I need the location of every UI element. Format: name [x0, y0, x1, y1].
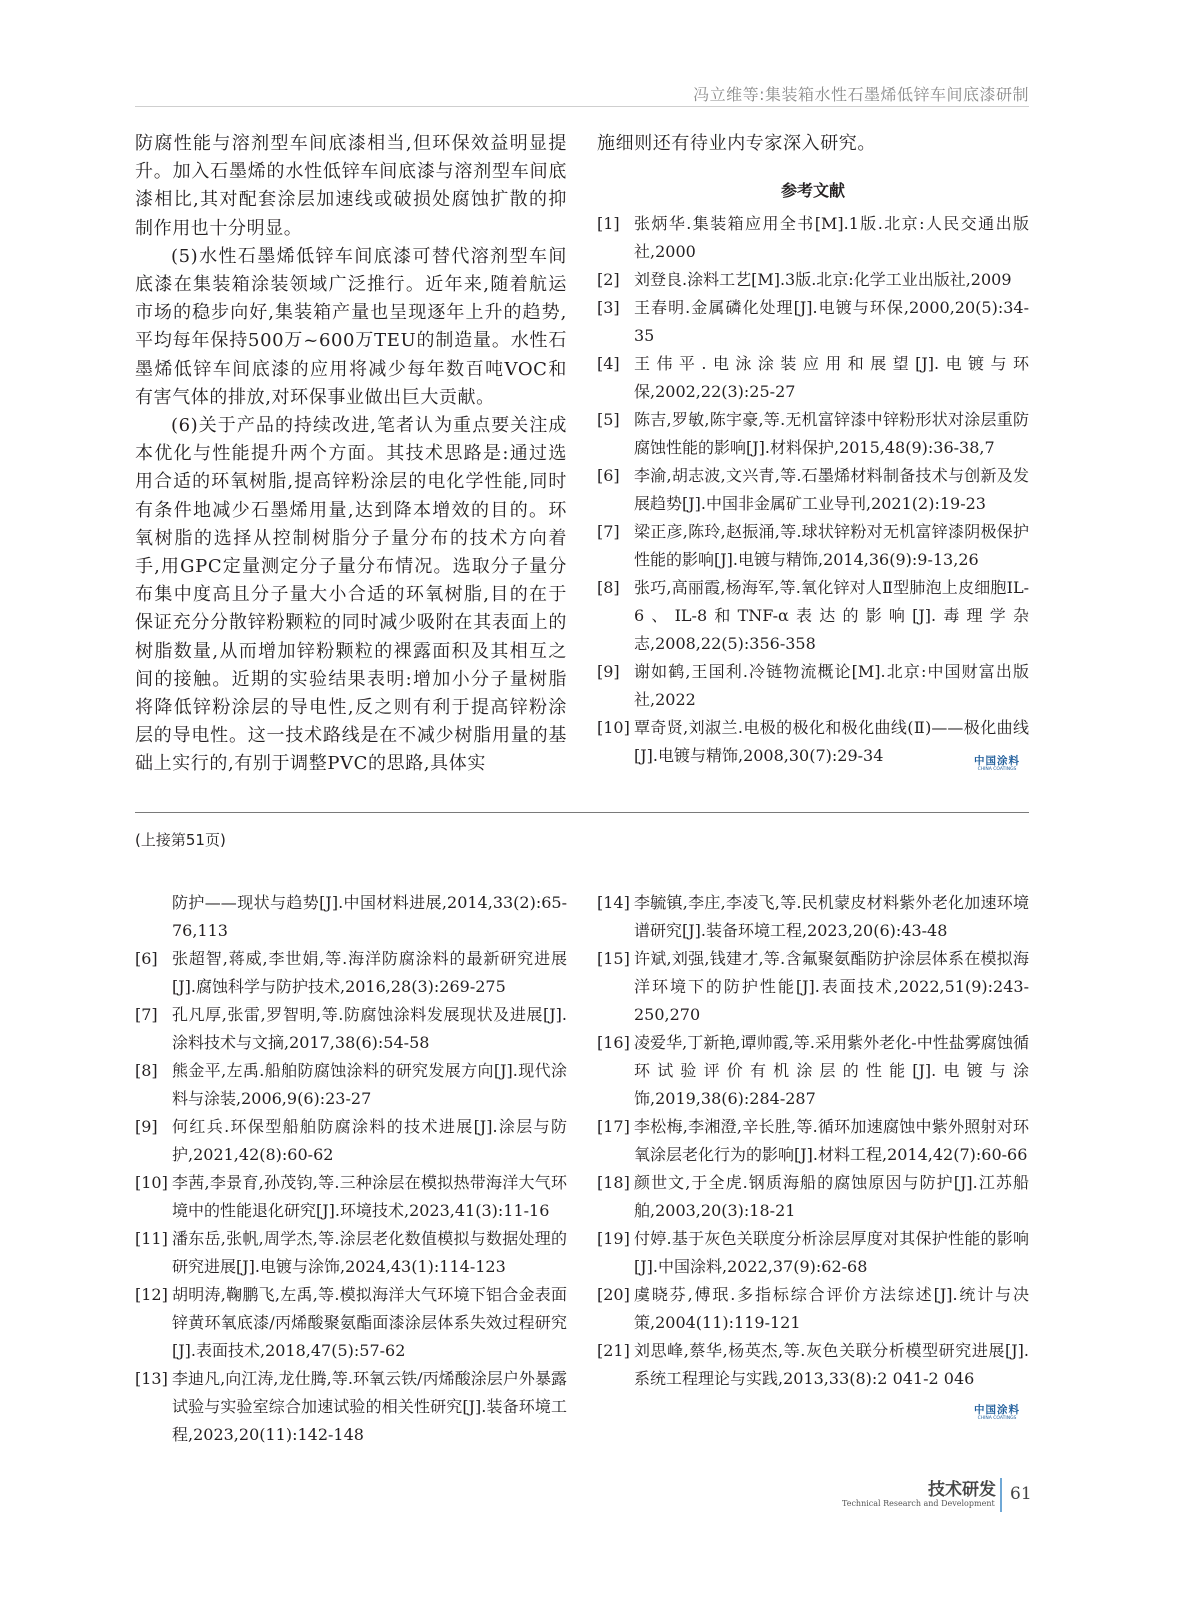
bottom-left-references — [135, 889, 567, 1449]
reference-text: 刘思峰,蔡华,杨英杰,等.灰色关联分析模型研究进展[J].系统工程理论与实践,2013,33(8):2 041-2 046 — [634, 1341, 1029, 1388]
reference-number: [14] — [597, 893, 630, 912]
reference-item — [597, 574, 1029, 658]
reference-item — [597, 1337, 1029, 1393]
reference-item — [597, 889, 1029, 945]
top-right-column — [597, 130, 1029, 770]
reference-number: [16] — [597, 1033, 630, 1052]
reference-number: [6] — [597, 466, 620, 486]
reference-item — [597, 1113, 1029, 1169]
reference-number — [135, 889, 172, 945]
reference-item — [135, 1225, 567, 1281]
reference-number: [5] — [597, 410, 620, 430]
reference-item — [597, 350, 1029, 406]
reference-text: 李茜,李景育,孙茂钧,等.三种涂层在模拟热带海洋大气环境中的性能退化研究[J].环境技术,2023,41(3):11-16 — [172, 1173, 567, 1220]
reference-text: 梁正彦,陈玲,赵振涌,等.球状锌粉对无机富锌漆阴极保护性能的影响[J].电镀与精饰,2014,36(9):9-13,26 — [634, 522, 1029, 570]
reference-number: [9] — [135, 1117, 158, 1136]
reference-text: 李松梅,李湘澄,辛长胜,等.循环加速腐蚀中紫外照射对环氧涂层老化行为的影响[J].材料工程,2014,42(7):60-66 — [634, 1117, 1029, 1164]
reference-number: [19] — [597, 1229, 630, 1248]
reference-number: [1] — [597, 214, 620, 234]
reference-text: 王伟平.电泳涂装应用和展望[J].电镀与环保,2002,22(3):25-27 — [634, 354, 1029, 402]
header-rule — [135, 106, 1029, 107]
reference-item — [135, 945, 567, 1001]
reference-number: [18] — [597, 1173, 630, 1192]
reference-item — [597, 1225, 1029, 1281]
reference-number: [10] — [135, 1173, 168, 1192]
reference-list — [597, 210, 1029, 770]
footer-section: 技术研发 — [928, 1480, 996, 1500]
reference-item — [597, 714, 1029, 770]
reference-text: 熊金平,左禹.船舶防腐蚀涂料的研究发展方向[J].现代涂料与涂装,2006,9(6):23-27 — [172, 1061, 567, 1108]
body-paragraph: 施细则还有待业内专家深入研究。 — [597, 133, 876, 154]
reference-item — [135, 1057, 567, 1113]
reference-item — [135, 1365, 567, 1449]
reference-text: 李渝,胡志波,文兴青,等.石墨烯材料制备技术与创新及发展趋势[J].中国非金属矿工业导刊,2021(2):19-23 — [634, 466, 1029, 514]
continued-note: (上接第51页) — [135, 831, 226, 849]
reference-item — [597, 1169, 1029, 1225]
reference-item — [135, 889, 567, 945]
reference-number: [7] — [135, 1005, 158, 1024]
reference-item — [597, 658, 1029, 714]
reference-number: [17] — [597, 1117, 630, 1136]
reference-number: [7] — [597, 522, 620, 542]
reference-number: [10] — [597, 718, 630, 738]
reference-item — [135, 1281, 567, 1365]
footer-bar — [1000, 1478, 1002, 1512]
reference-number: [3] — [597, 298, 620, 318]
reference-text: 张超智,蒋威,李世娟,等.海洋防腐涂料的最新研究进展[J].腐蚀科学与防护技术,2016,28(3):269-275 — [172, 949, 567, 996]
reference-number: [4] — [597, 354, 620, 374]
reference-item — [597, 406, 1029, 462]
page-number: 61 — [1010, 1484, 1032, 1504]
reference-number: [8] — [135, 1061, 158, 1080]
reference-text: 李迪凡,向江涛,龙仕腾,等.环氧云铁/丙烯酸涂层户外暴露试验与实验室综合加速试验的相关性研究[J].装备环境工程,2023,20(11):142-148 — [172, 1369, 567, 1444]
reference-text: 何红兵.环保型船舶防腐涂料的技术进展[J].涂层与防护,2021,42(8):60-62 — [172, 1117, 567, 1164]
reference-number: [2] — [597, 270, 620, 290]
reference-item — [597, 266, 1029, 294]
reference-number: [8] — [597, 578, 620, 598]
reference-item — [597, 1029, 1029, 1113]
reference-number: [6] — [135, 949, 158, 968]
reference-item — [597, 1281, 1029, 1337]
reference-number: [21] — [597, 1341, 630, 1360]
reference-number: [13] — [135, 1369, 168, 1388]
reference-item — [597, 210, 1029, 266]
reference-text: 付婷.基于灰色关联度分析涂层厚度对其保护性能的影响[J].中国涂料,2022,37(9):62-68 — [634, 1229, 1029, 1276]
reference-item — [597, 294, 1029, 350]
body-paragraph: 防腐性能与溶剂型车间底漆相当,但环保效益明显提升。加入石墨烯的水性低锌车间底漆与溶剂型车间底漆相比,其对配套涂层加速线或破损处腐蚀扩散的抑制作用也十分明显。 — [135, 133, 567, 239]
reference-text: 孔凡厚,张雷,罗智明,等.防腐蚀涂料发展现状及进展[J].涂料技术与文摘,2017,38(6):54-58 — [172, 1005, 567, 1052]
reference-number: [9] — [597, 662, 620, 682]
references-title: 参考文献 — [780, 181, 845, 201]
reference-text: 谢如鹤,王国利.冷链物流概论[M].北京:中国财富出版社,2022 — [634, 662, 1029, 710]
reference-item — [135, 1001, 567, 1057]
body-paragraph: (6)关于产品的持续改进,笔者认为重点要关注成本优化与性能提升两个方面。其技术思路是:通过选用合适的环氧树脂,提高锌粉涂层的电化学性能,同时有条件地减少石墨烯用量,达到降本增效的目的。环氧树脂的选择从控制树脂分子量分布的技术方向着手,用GPC定量测定分子量分布情况。选取分子量分布集中度高且分子量大小合适的环氧树脂,目的在于保证充分分散锌粉颗粒的同时减少吸附在其表面上的树脂数量,从而增加锌粉颗粒的裸露面积及其相互之间的接触。近期的实验结果表明:增加小分子量树脂将降低锌粉涂层的导电性,反之则有利于提高锌粉涂层的导电性。这一技术路线是在不减少树脂用量的基础上实行的,有别于调整PVC的思路,具体实 — [135, 415, 567, 775]
china-coatings-logo: 中国涂料 CHINA COATINGS — [974, 1404, 1020, 1421]
reference-number: [15] — [597, 949, 630, 968]
reference-text: 刘登良.涂料工艺[M].3版.北京:化学工业出版社,2009 — [634, 270, 1012, 290]
reference-item — [597, 462, 1029, 518]
body-paragraph: (5)水性石墨烯低锌车间底漆可替代溶剂型车间底漆在集装箱涂装领域广泛推行。近年来,随着航运市场的稳步向好,集装箱产量也呈现逐年上升的趋势,平均每年保持500万~600万TEU的制造量。水性石墨烯低锌车间底漆的应用将减少每年数百吨VOC和有害气体的排放,对环保事业做出巨大贡献。 — [135, 245, 567, 408]
reference-text: 凌爱华,丁新艳,谭帅霞,等.采用紫外老化-中性盐雾腐蚀循环试验评价有机涂层的性能[J].电镀与涂饰,2019,38(6):284-287 — [634, 1033, 1029, 1108]
reference-text: 李毓镇,李庄,李凌飞,等.民机蒙皮材料紫外老化加速环境谱研究[J].装备环境工程,2023,20(6):43-48 — [634, 893, 1029, 940]
reference-text: 防护——现状与趋势[J].中国材料进展,2014,33(2):65-76,113 — [172, 893, 567, 940]
reference-text: 张炳华.集装箱应用全书[M].1版.北京:人民交通出版社,2000 — [634, 214, 1029, 262]
top-left-column — [135, 130, 567, 779]
reference-text: 许斌,刘强,钱建才,等.含氟聚氨酯防护涂层体系在模拟海洋环境下的防护性能[J].表面技术,2022,51(9):243-250,270 — [634, 949, 1029, 1024]
reference-item — [135, 1169, 567, 1225]
reference-text: 虞晓芬,傅珉.多指标综合评价方法综述[J].统计与决策,2004(11):119-121 — [634, 1285, 1029, 1332]
reference-text: 张巧,高丽霞,杨海军,等.氧化锌对人Ⅱ型肺泡上皮细胞IL-6、IL-8和TNF-α表达的影响[J].毒理学杂志,2008,22(5):356-358 — [634, 578, 1029, 654]
reference-number: [20] — [597, 1285, 630, 1304]
reference-text: 陈吉,罗敏,陈宇豪,等.无机富锌漆中锌粉形状对涂层重防腐蚀性能的影响[J].材料保护,2015,48(9):36-38,7 — [634, 410, 1029, 458]
reference-item — [597, 518, 1029, 574]
footer-section-en: Technical Research and Development — [842, 1499, 995, 1508]
reference-text: 王春明.金属磷化处理[J].电镀与环保,2000,20(5):34-35 — [634, 298, 1029, 346]
reference-text: 胡明涛,鞠鹏飞,左禹,等.模拟海洋大气环境下铝合金表面锌黄环氧底漆/丙烯酸聚氨酯面漆涂层体系失效过程研究[J].表面技术,2018,47(5):57-62 — [172, 1285, 567, 1360]
china-coatings-logo: 中国涂料 CHINA COATINGS — [974, 755, 1020, 772]
reference-text: 潘东岳,张帆,周学杰,等.涂层老化数值模拟与数据处理的研究进展[J].电镀与涂饰,2024,43(1):114-123 — [172, 1229, 567, 1276]
reference-text: 颜世文,于全虎.钢质海船的腐蚀原因与防护[J].江苏船舶,2003,20(3):18-21 — [634, 1173, 1029, 1220]
reference-item — [135, 1113, 567, 1169]
running-title: 冯立维等:集装箱水性石墨烯低锌车间底漆研制 — [693, 85, 1029, 104]
section-divider — [135, 812, 1029, 813]
reference-number: [11] — [135, 1229, 168, 1248]
reference-text: 覃奇贤,刘淑兰.电极的极化和极化曲线(Ⅱ)——极化曲线[J].电镀与精饰,2008,30(7):29-34 — [634, 718, 1029, 766]
reference-number: [12] — [135, 1285, 168, 1304]
reference-item — [597, 945, 1029, 1029]
bottom-right-references — [597, 889, 1029, 1393]
